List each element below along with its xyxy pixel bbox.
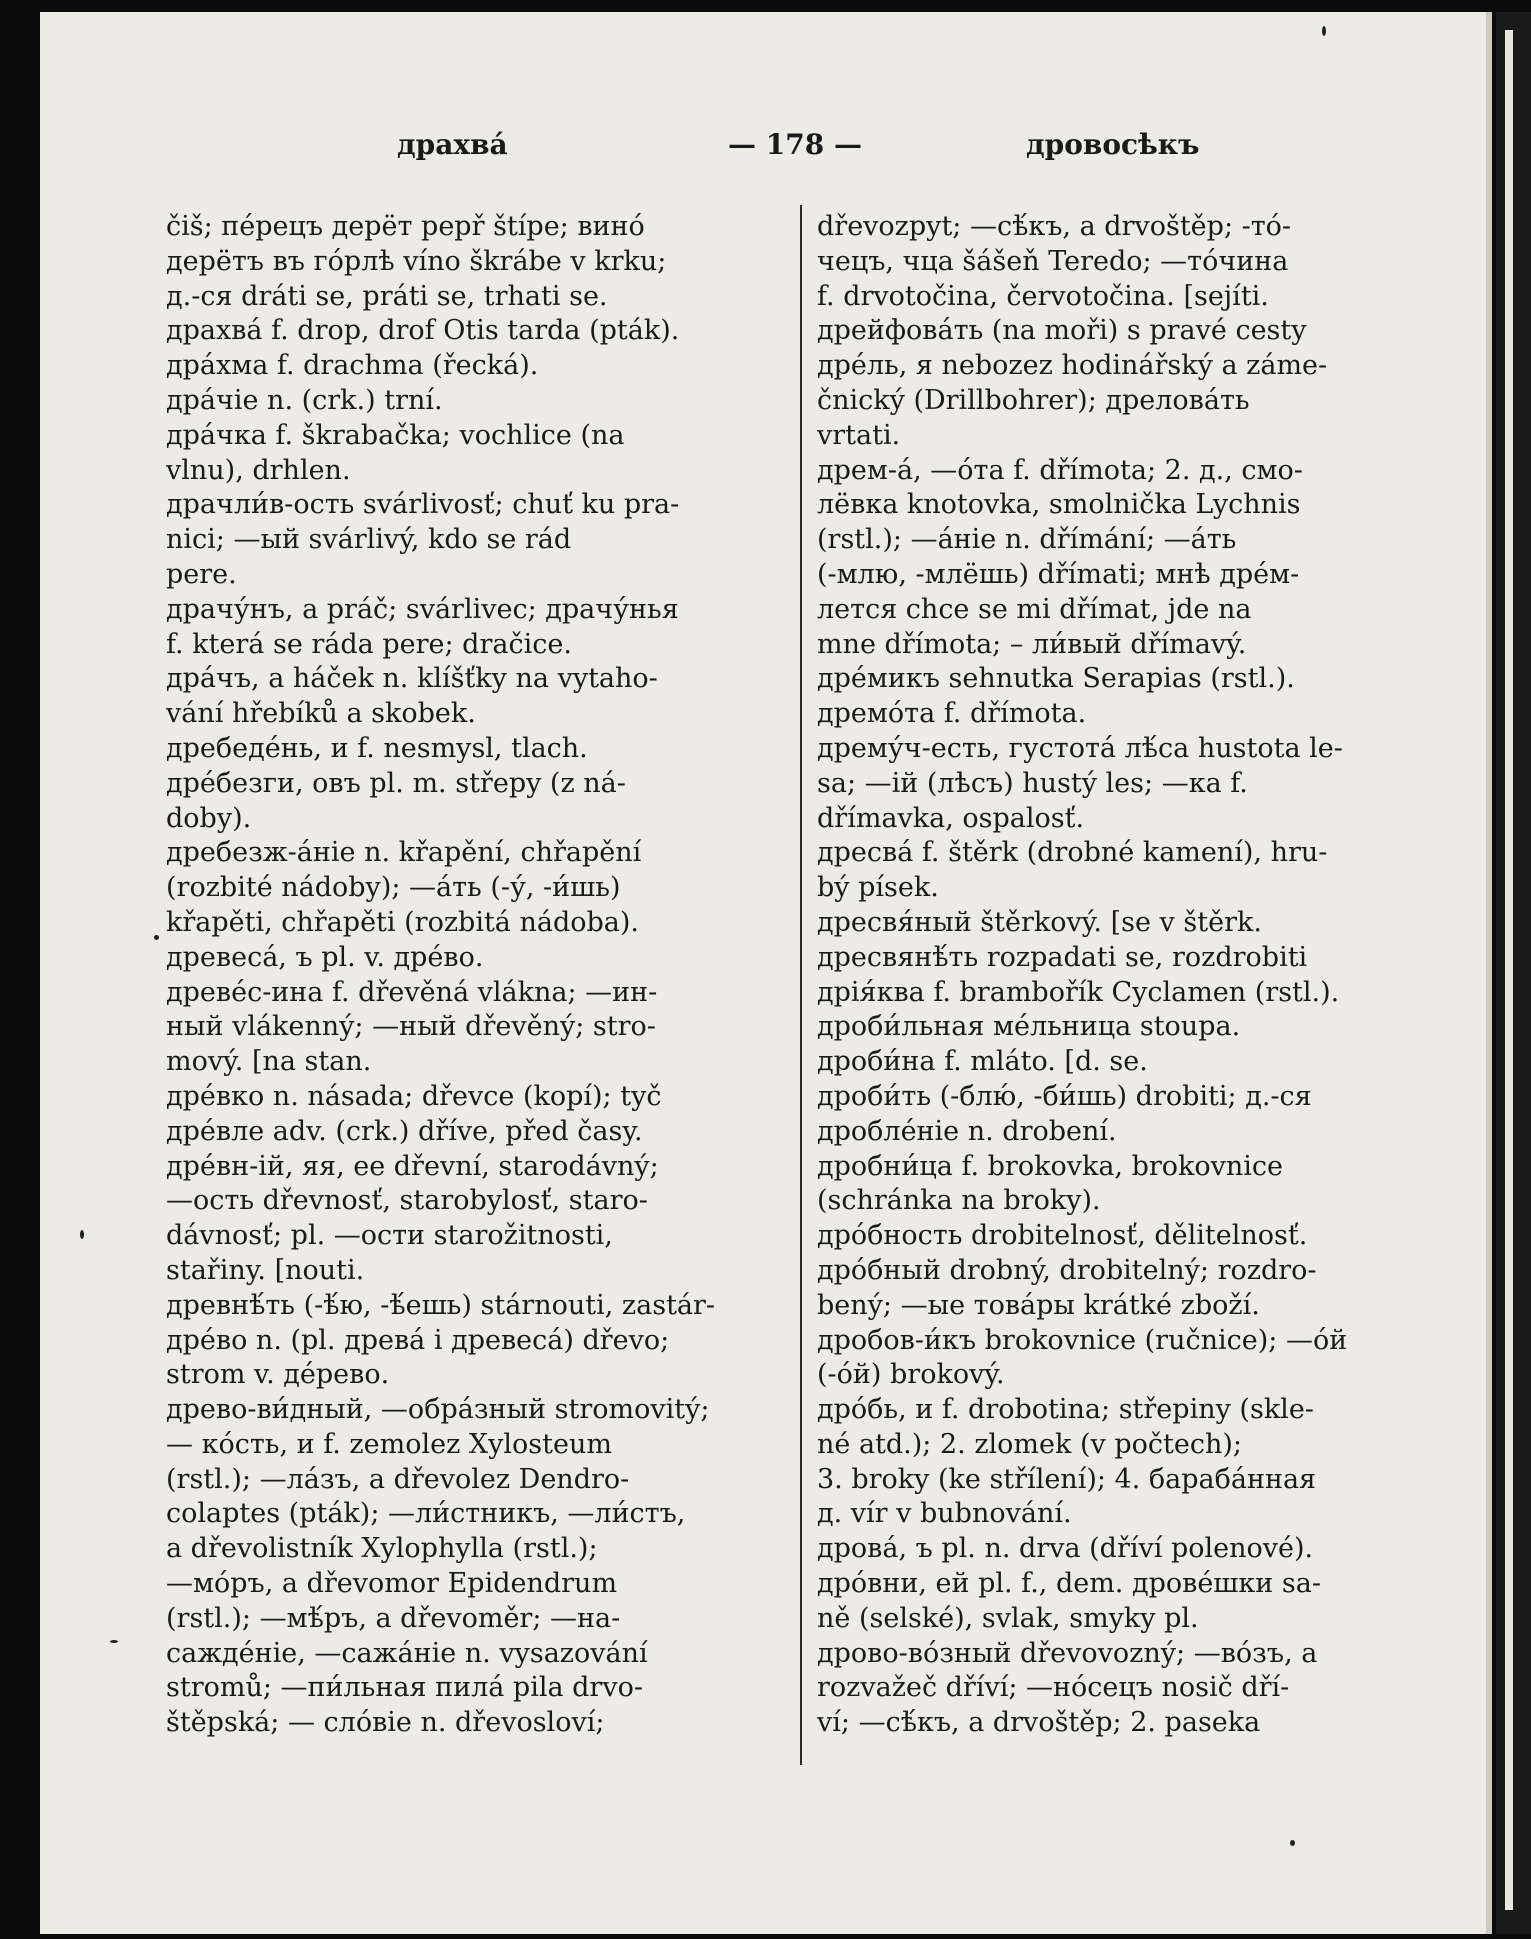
left-column-line: древнѣ́ть (-ѣ́ю, -ѣ́ешь) stárnouti, zastár-	[166, 1289, 716, 1321]
right-column-line: дресвянѣ́ть rozpadati se, rozdrobiti	[817, 941, 1308, 973]
left-column-line: ный vlákenný; —ный dřevěný; stro-	[166, 1011, 656, 1043]
right-column-line: дроби́льная ме́льница stoupa.	[817, 1011, 1241, 1043]
right-column-line: дроби́ть (-блю́, -би́шь) drobiti; д.-ся	[817, 1080, 1312, 1112]
right-column-line: mne dřímota; – ли́вый dřímavý.	[817, 628, 1247, 660]
left-column-line: f. která se ráda pere; dračice.	[166, 628, 572, 660]
left-column-line: дерётъ въ го́рлѣ víno škrábe v krku;	[166, 245, 667, 277]
right-column-line: дро́бь, и f. drobotina; střepiny (skle-	[817, 1394, 1314, 1426]
right-column-line: дрія́ква f. brambořík Cyclamen (rstl.).	[817, 976, 1340, 1008]
right-column-line: дробни́ца f. brokovka, brokovnice	[817, 1150, 1284, 1182]
right-column-line: д. vír v bubnování.	[817, 1498, 1072, 1530]
left-column-line: mový. [na stan.	[166, 1046, 372, 1078]
left-column	[166, 210, 770, 1741]
right-column-line: 3. broky (ke střílení); 4. бараба́нная	[817, 1463, 1317, 1495]
right-column-line: (-млю, -млёшь) dřímati; мнѣ дре́м-	[817, 558, 1300, 590]
right-column-line: ví; —сѣ́къ, a drvoštěp; 2. paseka	[817, 1707, 1261, 1739]
right-column-line: дробле́ніе n. drobení.	[817, 1115, 1117, 1147]
left-column-line: vání hřebíků a skobek.	[166, 698, 476, 730]
left-column-line: vlnu), drhlen.	[166, 454, 351, 486]
left-column-line: древеса́, ъ pl. v. дре́во.	[166, 941, 484, 973]
left-column-line: драхва́ f. drop, drof Otis tarda (pták).	[166, 315, 680, 347]
right-column-line: čnický (Drillbohrer); дрелова́ть	[817, 384, 1250, 416]
right-column-line: (-о́й) brokový.	[817, 1359, 1005, 1391]
header-right-guide-word: дровосѣкъ	[1026, 128, 1200, 161]
left-column-line: дре́во n. (pl. древа́ i древеса́) dřevo;	[166, 1324, 670, 1356]
left-column-line: (rstl.); —ла́зъ, a dřevolez Dendro-	[166, 1463, 630, 1495]
left-column-line: сажде́ніе, —сажа́ніе n. vysazování	[166, 1637, 648, 1669]
left-column-line: драчу́нъ, a práč; svárlivec; драчу́нья	[166, 593, 679, 625]
right-column-line: дрейфова́ть (na moři) s pravé cesty	[817, 315, 1307, 347]
right-column-line: дре́ль, я nebozez hodinářský a záme-	[817, 350, 1328, 382]
right-column-line: дре́микъ sehnutka Serapias (rstl.).	[817, 663, 1295, 695]
right-column-line: дрова́, ъ pl. n. drva (dříví polenové).	[817, 1533, 1314, 1565]
left-column-line: дре́вко n. násada; dřevce (kopí); tyč	[166, 1080, 662, 1112]
right-column-line: дро́бный drobný, drobitelný; rozdro-	[817, 1254, 1317, 1286]
left-column-line: křapěti, chřapěti (rozbitá nádoba).	[166, 906, 640, 938]
left-column-line: stromů; —пи́льная пила́ pila drvo-	[166, 1672, 643, 1704]
right-column-line: dřevozpyt; —сѣ́къ, a drvoštěp; -то́-	[817, 211, 1292, 242]
page-header	[0, 128, 1531, 168]
right-column-line: дресвя́ный štěrkový. [se v štěrk.	[817, 906, 1262, 938]
right-column-line: f. drvotočina, červotočina. [sejíti.	[817, 280, 1269, 312]
left-column-line: pere.	[166, 558, 237, 590]
right-column-line: чецъ, чца šášeň Teredo; —то́чина	[817, 245, 1289, 277]
left-column-line: —ость dřevnosť, starobylosť, staro-	[166, 1185, 648, 1217]
adjacent-page-paper	[1505, 30, 1513, 1910]
page-number: — 178 —	[728, 128, 862, 161]
right-column-line: дрово-во́зный dřevovozný; —во́зъ, a	[817, 1637, 1318, 1669]
right-column-line: né atd.); 2. zlomek (v počtech);	[817, 1428, 1242, 1460]
right-column-line: дроби́на f. mláto. [d. se.	[817, 1046, 1148, 1078]
left-column-line: (rstl.); —мѣ́ръ, a dřevoměr; —на-	[166, 1602, 621, 1634]
left-column-line: дра́чіе n. (crk.) trní.	[166, 384, 443, 416]
left-column-line: драчли́в-ость svárlivosť; chuť ku pra-	[166, 489, 680, 521]
right-column-line: (rstl.); —а́ніе n. dřímání; —а́ть	[817, 524, 1237, 556]
right-column	[817, 210, 1421, 1741]
right-column-line: ně (selské), svlak, smyky pl.	[817, 1602, 1199, 1634]
left-column-line: дре́вле adv. (crk.) dříve, před časy.	[166, 1115, 643, 1147]
left-column-line: čiš; пе́рецъ дерёт pepř štípe; вино́	[166, 211, 645, 242]
left-column-line: —мо́ръ, a dřevomor Epidendrum	[166, 1568, 618, 1600]
left-column-line: — ко́сть, и f. zemolez Xylosteum	[166, 1428, 612, 1460]
left-column-line: дра́чъ, a háček n. klíšťky na vytaho-	[166, 663, 658, 695]
right-column-line: лёвка knotovka, smolnička Lychnis	[817, 489, 1301, 521]
right-column-line: дресва́ f. štěrk (drobné kamení), hru-	[817, 837, 1328, 869]
right-column-line: дремо́та f. dřímota.	[817, 698, 1087, 730]
header-left-guide-word: драхвá	[397, 128, 508, 161]
column-divider	[800, 205, 802, 1765]
right-column-line: дро́бность drobitelnosť, dělitelnosť.	[817, 1220, 1308, 1252]
left-column-line: dávnosť; pl. —ости starožitnosti,	[166, 1220, 613, 1252]
left-column-line: древо-ви́дный, —обра́зный stromovitý;	[166, 1394, 710, 1426]
left-column-line: colaptes (pták); —ли́стникъ, —ли́стъ,	[166, 1498, 686, 1530]
left-column-line: stařiny. [nouti.	[166, 1254, 365, 1286]
left-column-line: štěpská; — сло́віе n. dřevosloví;	[166, 1707, 605, 1739]
left-column-line: дре́безги, овъ pl. m. střepy (z ná-	[166, 767, 626, 799]
left-column-line: strom v. де́рево.	[166, 1359, 390, 1391]
right-column-line: vrtati.	[817, 419, 901, 451]
right-column-line: dřímavka, ospalosť.	[817, 802, 1085, 834]
right-column-line: bený; —ые това́ры krátké zboží.	[817, 1289, 1260, 1321]
adjacent-page-edge	[1496, 12, 1531, 1934]
left-column-line: дра́хма f. drachma (řecká).	[166, 350, 539, 382]
left-column-line: дребеде́нь, и f. nesmysl, tlach.	[166, 732, 588, 764]
right-column-line: дробов-и́къ brokovnice (ručnice); —о́й	[817, 1324, 1348, 1356]
right-column-line: дро́вни, ей pl. f., dem. дрове́шки sa-	[817, 1568, 1321, 1600]
left-column-line: д.-ся dráti se, práti se, trhati se.	[166, 280, 608, 312]
right-column-line: (schránka na broky).	[817, 1185, 1101, 1217]
left-column-line: дра́чка f. škrabačka; vochlice (na	[166, 419, 625, 451]
left-column-line: дребезж-а́ніе n. křapění, chřapění	[166, 837, 642, 869]
right-column-line: дрему́ч-есть, густота́ лѣ́са hustota le-	[817, 732, 1343, 764]
left-column-line: nici; —ый svárlivý, kdo se rád	[166, 524, 572, 556]
right-column-line: лется chce se mi dřímat, jde na	[817, 593, 1252, 625]
left-column-line: (rozbité nádoby); —а́ть (-у́, -и́шь)	[166, 872, 621, 904]
right-column-line: sa; —ій (лѣсъ) hustý les; —ка f.	[817, 767, 1248, 799]
right-column-line: rozvažeč dříví; —но́сецъ nosič dří-	[817, 1672, 1290, 1704]
left-column-line: дре́вн-ій, яя, ее dřevní, starodávný;	[166, 1150, 659, 1182]
right-column-line: дрем-а́, —о́та f. dřímota; 2. д., смо-	[817, 454, 1303, 486]
left-column-line: a dřevolistník Xylophylla (rstl.);	[166, 1533, 598, 1565]
left-column-line: doby).	[166, 802, 252, 834]
left-column-line: древе́с-ина f. dřevěná vlákna; —ин-	[166, 976, 658, 1008]
right-column-line: bý písek.	[817, 872, 939, 904]
